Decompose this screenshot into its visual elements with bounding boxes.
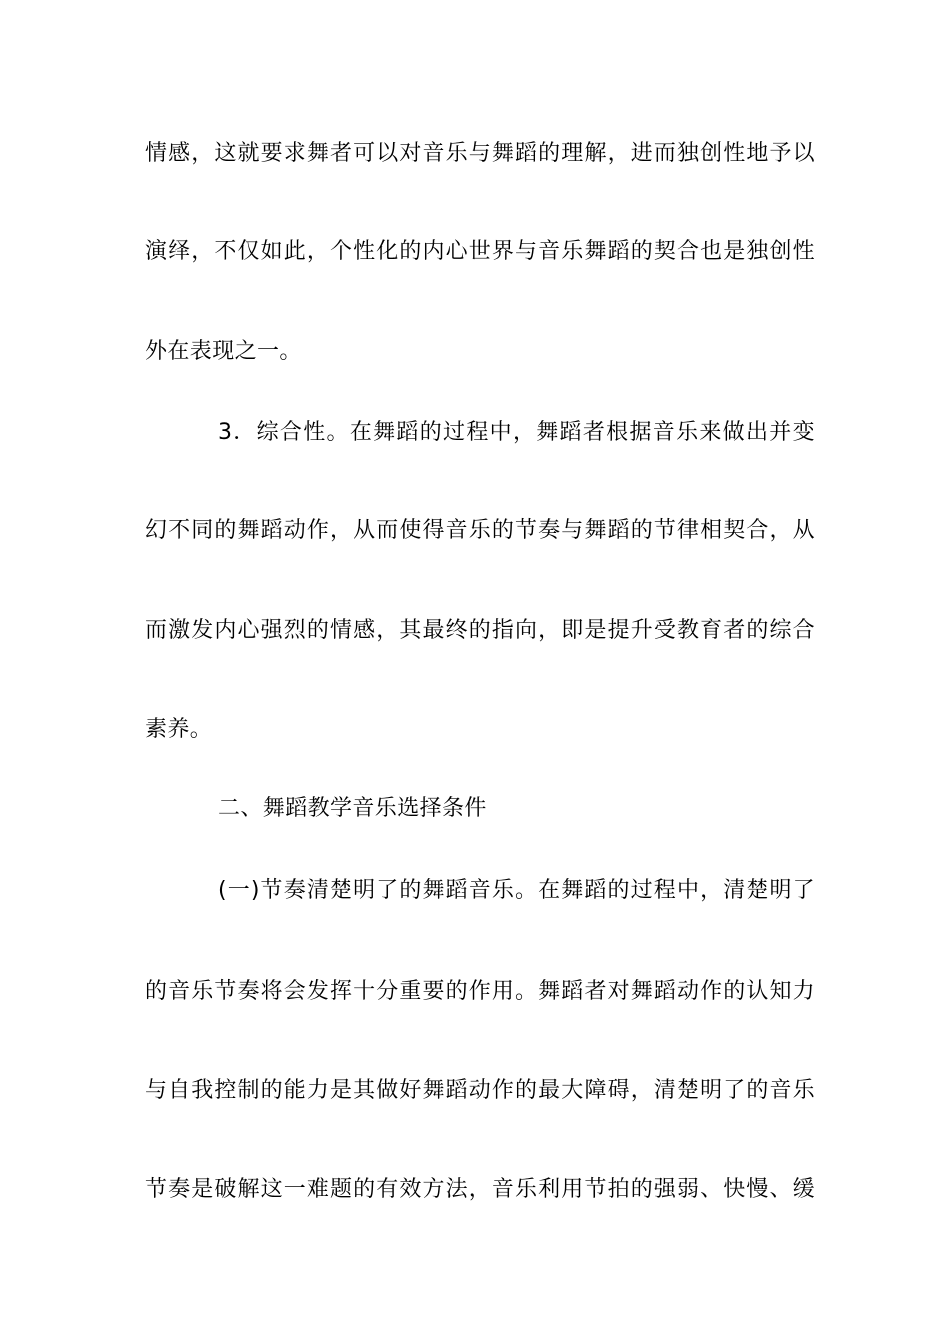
section-heading: 二、舞蹈教学音乐选择条件 <box>218 796 487 821</box>
paragraph-line-5: 幻不同的舞蹈动作，从而使得音乐的节奏与舞蹈的节律相契合，从 <box>145 518 815 543</box>
paragraph-line-1: 情感，这就要求舞者可以对音乐与舞蹈的理解，进而独创性地予以 <box>145 141 815 166</box>
paragraph-line-2: 演绎，不仅如此，个性化的内心世界与音乐舞蹈的契合也是独创性 <box>145 239 815 264</box>
paragraph-line-7: 素养。 <box>145 717 213 742</box>
paragraph-line-10: 的音乐节奏将会发挥十分重要的作用。舞蹈者对舞蹈动作的认知力 <box>145 979 815 1004</box>
paragraph-line-6: 而激发内心强烈的情感，其最终的指向，即是提升受教育者的综合 <box>145 618 815 643</box>
paragraph-line-3: 外在表现之一。 <box>145 339 302 364</box>
paragraph-line-9: (一)节奏清楚明了的舞蹈音乐。在舞蹈的过程中，清楚明了 <box>218 878 815 903</box>
paragraph-line-11: 与自我控制的能力是其做好舞蹈动作的最大障碍，清楚明了的音乐 <box>145 1078 815 1103</box>
paragraph-line-12: 节奏是破解这一难题的有效方法，音乐利用节拍的强弱、快慢、缓 <box>145 1177 815 1202</box>
paragraph-line-4: 3．综合性。在舞蹈的过程中，舞蹈者根据音乐来做出并变 <box>218 420 815 445</box>
